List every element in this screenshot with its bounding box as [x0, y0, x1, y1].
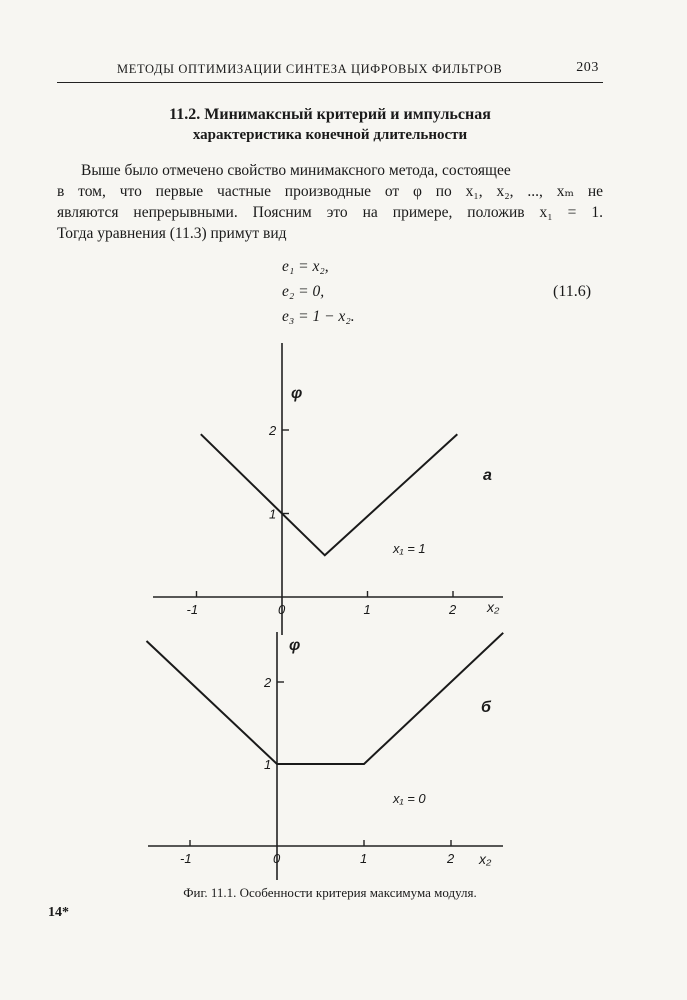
y-tick-label: 2	[264, 675, 272, 690]
x-tick-label: 0	[273, 851, 281, 866]
panel-annotation: x₁ = 0	[393, 791, 426, 806]
paragraph-line-3: являются непрерывными. Поясним это на примере, положив x₁ = 1.	[57, 204, 603, 221]
equation-e2: e₂ = 0,	[282, 283, 325, 300]
x-tick-label: 2	[449, 602, 457, 617]
x-axis-label: x₂	[479, 851, 492, 867]
y-tick-label: 1	[264, 757, 272, 772]
equation-e1: e₁ = x₂,	[282, 258, 329, 275]
figure-caption: Фиг. 11.1. Особенности критерия максимума модуля.	[183, 885, 477, 900]
running-header	[57, 60, 603, 83]
series-line	[147, 633, 504, 764]
x-tick-label: -1	[180, 851, 192, 866]
x-tick-label: 2	[447, 851, 455, 866]
y-tick-label: 1	[269, 506, 277, 522]
footer-signature: 14*	[48, 905, 69, 920]
x-tick-label: 1	[360, 851, 368, 866]
paragraph-line-1: Выше было отмечено свойство минимаксного метода, состоящее	[81, 162, 511, 179]
paragraph-line-4: Тогда уравнения (11.3) примут вид	[57, 225, 287, 242]
panel-letter: б	[481, 699, 491, 716]
y-tick-label: 2	[269, 423, 277, 438]
series-line	[201, 434, 458, 555]
section-title-line1: 11.2. Минимаксный критерий и импульсная	[169, 106, 491, 123]
chart-panel-a	[153, 343, 503, 635]
equation-e3: e₃ = 1 − x₂.	[282, 308, 355, 325]
panel-letter: а	[483, 467, 492, 484]
page-number: 203	[576, 60, 599, 75]
y-axis-label: φ	[289, 637, 301, 654]
equation-number: (11.6)	[553, 283, 592, 300]
x-axis-label: x₂	[487, 599, 500, 615]
y-axis-label: φ	[291, 385, 303, 402]
x-tick-label: -1	[186, 602, 199, 617]
section-title	[57, 105, 603, 145]
x-tick-label: 0	[278, 602, 286, 617]
paragraph-line-2: в том, что первые частные производные от φ по x₁, x₂, ..., xₘ не	[57, 183, 603, 200]
figure-11-1	[0, 330, 687, 880]
section-title-line2: характеристика конечной длительности	[192, 127, 468, 143]
body-paragraph	[57, 160, 603, 244]
panel-annotation: x₁ = 1	[393, 541, 426, 556]
running-title: МЕТОДЫ ОПТИМИЗАЦИИ СИНТЕЗА ЦИФРОВЫХ ФИЛЬТРОВ	[117, 62, 503, 76]
chart-panel-b	[147, 632, 504, 880]
x-tick-label: 1	[363, 602, 371, 617]
